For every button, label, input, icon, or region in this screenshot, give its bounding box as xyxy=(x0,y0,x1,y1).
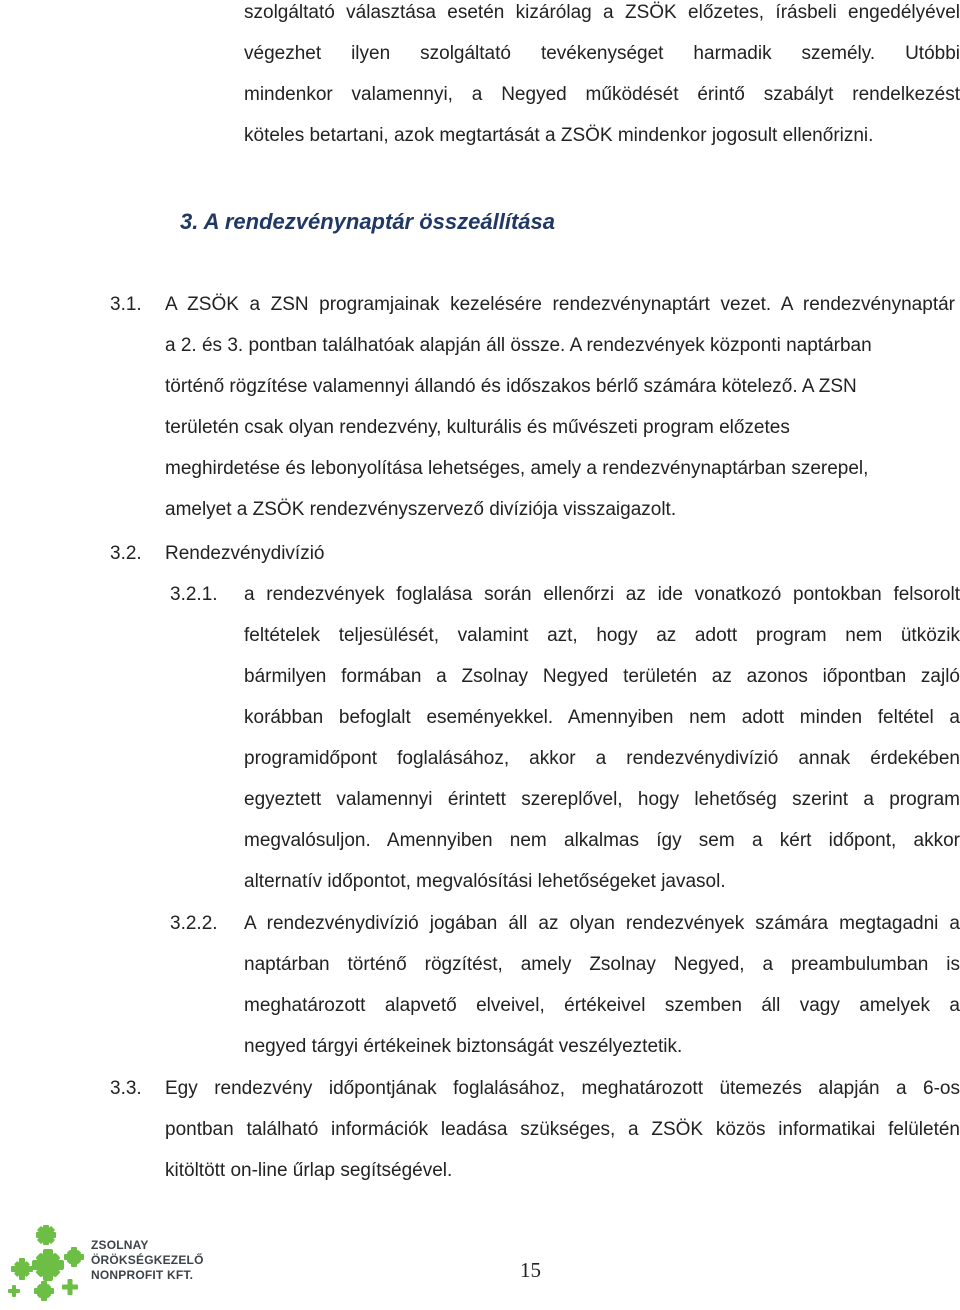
company-name xyxy=(91,1238,204,1283)
section-title: Rendezvénydivízió xyxy=(165,543,325,564)
paragraph-line: A ZSÖK a ZSN programjainak kezelésére rendezvénynaptárt vezet. A rendezvénynaptár xyxy=(165,294,955,315)
paragraph-line: kitöltött on-line űrlap segítségével. xyxy=(165,1160,453,1181)
paragraph-line: amelyet a ZSÖK rendezvényszervező divíziója visszaigazolt. xyxy=(165,499,677,520)
paragraph-line: történő rögzítése valamennyi állandó és időszakos bérlő számára kötelező. A ZSN xyxy=(165,376,857,397)
section-heading: 3. A rendezvénynaptár összeállítása xyxy=(180,209,555,234)
paragraph-line: programidőpont foglalásához, akkor a rendezvénydivízió annak érdekében xyxy=(244,748,960,769)
section-number: 3.3. xyxy=(110,1078,142,1099)
section-number: 3.2.1. xyxy=(170,584,218,605)
paragraph-line: A rendezvénydivízió jogában áll az olyan rendezvények számára megtagadni a xyxy=(244,913,960,934)
paragraph-line: feltételek teljesülését, valamint azt, hogy az adott program nem ütközik xyxy=(244,625,960,646)
section-number: 3.1. xyxy=(110,294,142,315)
flower-mark-bottom-right xyxy=(62,1279,78,1295)
paragraph-line: egyeztett valamennyi érintett szereplővel, hogy lehetőség szerint a program xyxy=(244,789,960,810)
paragraph-line: szolgáltató választása esetén kizárólag a ZSÖK előzetes, írásbeli engedélyével xyxy=(244,2,960,23)
company-name-line: ÖRÖKSÉGKEZELŐ xyxy=(91,1253,204,1267)
flower-mark-center xyxy=(32,1249,64,1281)
section-number: 3.2.2. xyxy=(170,913,218,934)
paragraph-line: területén csak olyan rendezvény, kulturális és művészeti program előzetes xyxy=(165,417,790,438)
page-number: 15 xyxy=(520,1258,541,1282)
paragraph-line: végezhet ilyen szolgáltató tevékenységet harmadik személy. Utóbbi xyxy=(244,43,960,64)
paragraph-line: meghatározott alapvető elveivel, értékeivel szemben áll vagy amelyek a xyxy=(244,995,960,1016)
section-number: 3.2. xyxy=(110,543,142,564)
paragraph-line: a 2. és 3. pontban találhatóak alapján áll össze. A rendezvények központi naptárban xyxy=(165,335,872,356)
paragraph-line: korábban befoglalt eseményekkel. Amennyiben nem adott minden feltétel a xyxy=(244,707,960,728)
paragraph-line: mindenkor valamennyi, a Negyed működését érintő szabályt rendelkezést xyxy=(244,84,960,105)
paragraph-line: megvalósuljon. Amennyiben nem alkalmas így sem a kért időpont, akkor xyxy=(244,830,960,851)
company-name-line: ZSOLNAY xyxy=(91,1238,149,1252)
flower-mark-top xyxy=(36,1225,56,1245)
paragraph-line: Egy rendezvény időpontjának foglalásához, meghatározott ütemezés alapján a 6-os xyxy=(165,1078,960,1099)
paragraph-line: negyed tárgyi értékeinek biztonságát veszélyeztetik. xyxy=(244,1036,683,1057)
paragraph-line: pontban található információk leadása szükséges, a ZSÖK közös informatikai felületén xyxy=(165,1119,960,1140)
flower-mark-bottom xyxy=(34,1281,54,1301)
flower-mark-small xyxy=(8,1285,20,1297)
paragraph-line: a rendezvények foglalása során ellenőrzi az ide vonatkozó pontokban felsorolt xyxy=(244,584,960,605)
flower-mark-left xyxy=(11,1258,33,1280)
paragraph-line: köteles betartani, azok megtartását a ZSÖK mindenkor jogosult ellenőrizni. xyxy=(244,125,874,146)
paragraph-line: alternatív időpontot, megvalósítási lehetőségeket javasol. xyxy=(244,871,726,892)
company-name-line: NONPROFIT KFT. xyxy=(91,1268,194,1282)
green-flower-cluster-icon xyxy=(8,1225,90,1303)
flower-mark-right xyxy=(64,1247,84,1267)
paragraph-line: meghirdetése és lebonyolítása lehetséges, amely a rendezvénynaptárban szerepel, xyxy=(165,458,869,479)
paragraph-line: naptárban történő rögzítést, amely Zsolnay Negyed, a preambulumban is xyxy=(244,954,960,975)
paragraph-line: bármilyen formában a Zsolnay Negyed területén az azonos iőpontban zajló xyxy=(244,666,960,687)
